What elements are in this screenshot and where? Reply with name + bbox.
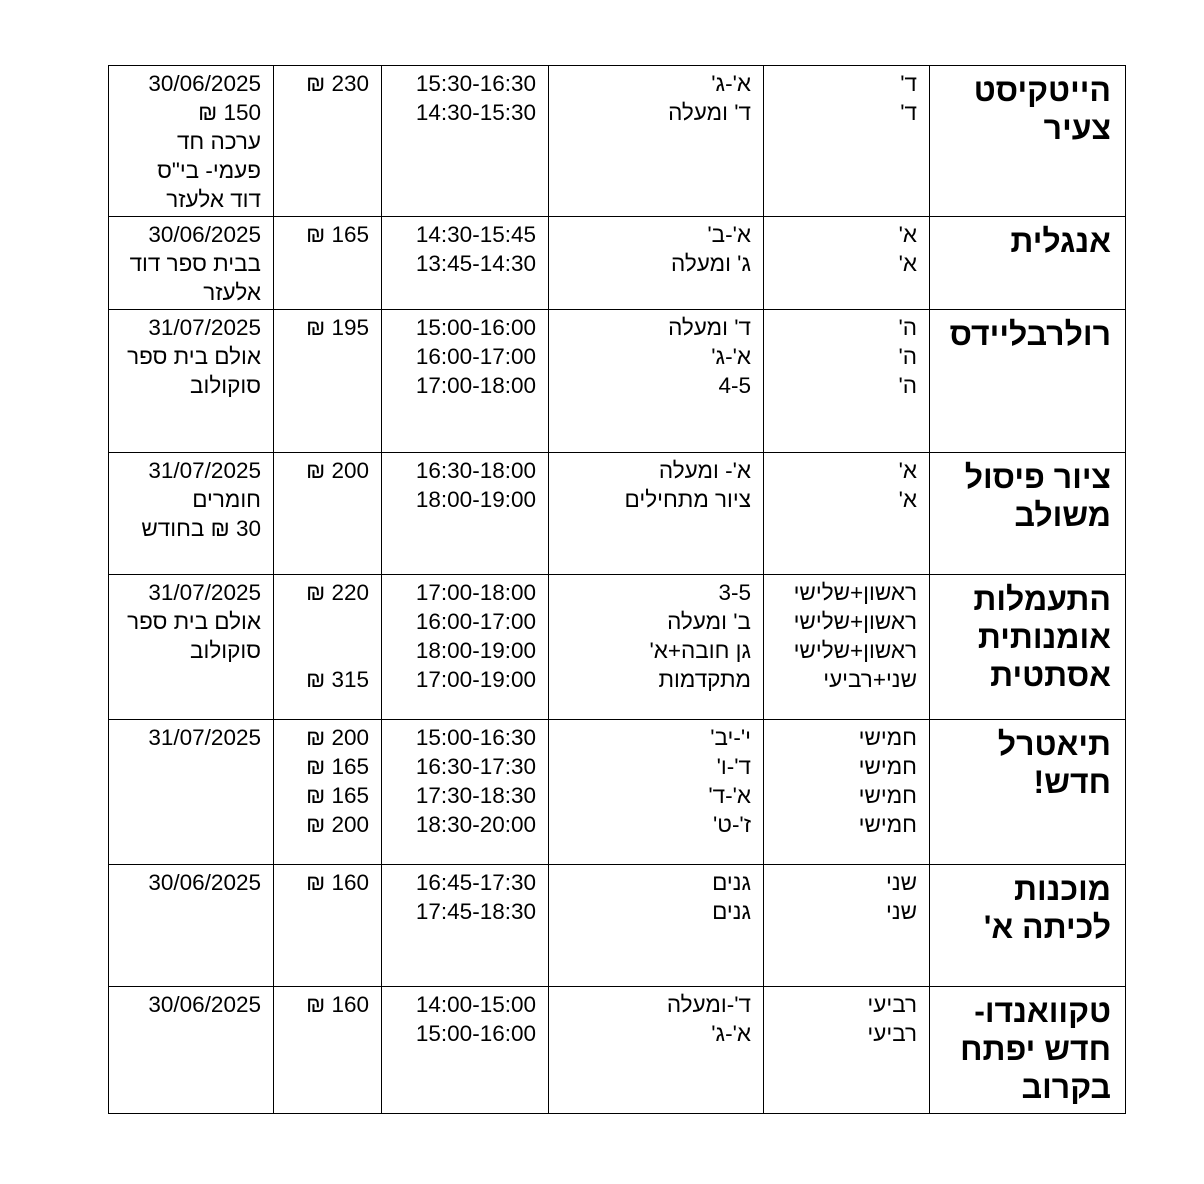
grades-line: א'-ג' [711,344,751,369]
times-cell [382,720,549,865]
times-line: 16:30-17:30 [415,754,536,779]
times-line: 16:00-17:00 [415,609,536,634]
activity-name-cell [930,865,1126,987]
times-line: 16:30-18:00 [415,458,536,483]
notes-line: 30/06/2025 [148,992,261,1017]
table-row [109,310,1126,453]
days-cell [764,987,930,1114]
times-line: 17:00-19:00 [415,667,536,692]
notes-cell [109,575,274,720]
notes-cell [109,987,274,1114]
activity-name-line: אסתטית [990,657,1111,693]
days-cell [764,310,930,453]
grades-line: גנים [712,899,751,924]
grades-line: גן חובה+א' [649,638,751,663]
prices-line: 195 ₪ [306,315,369,340]
activity-name-line: מוכנות [1013,871,1111,907]
notes-line: 31/07/2025 [148,458,261,483]
activity-name-line: חדש יפתח [960,1031,1111,1067]
activity-name-cell [930,720,1126,865]
notes-cell [109,310,274,453]
activity-name-cell [930,66,1126,217]
grades-line: א'-ב' [707,222,751,247]
activity-name-line: בקרוב [1021,1069,1111,1105]
days-line: ראשון+שלישי [793,609,917,634]
activity-name-cell [930,453,1126,575]
times-line: 17:45-18:30 [415,899,536,924]
days-line: א' [898,487,917,512]
grades-cell [549,720,764,865]
activity-name-line: התעמלות [973,581,1111,617]
days-cell [764,865,930,987]
activity-name-line: חדש! [1033,764,1111,800]
grades-cell [549,987,764,1114]
times-line: 13:45-14:30 [415,251,536,276]
grades-line: גנים [712,870,751,895]
days-line: שני [885,870,917,895]
notes-line: 30/06/2025 [148,71,261,96]
times-cell [382,217,549,310]
grades-line: ב' ומעלה [667,609,751,634]
notes-line: 150 ₪ [198,100,261,125]
times-line: 18:00-19:00 [415,638,536,663]
table-row [109,217,1126,310]
grades-line: א'-ד' [708,783,751,808]
table-body [109,66,1126,1114]
notes-line: 30 ₪ בחודש [141,516,261,541]
days-cell [764,66,930,217]
times-cell [382,987,549,1114]
notes-line: חומרים [192,487,261,512]
prices-line: 200 ₪ [306,458,369,483]
times-line: 14:30-15:30 [415,100,536,125]
times-line: 17:30-18:30 [415,783,536,808]
times-line: 17:00-18:00 [415,373,536,398]
activity-name-cell [930,310,1126,453]
times-line: 15:00-16:00 [415,315,536,340]
table-row [109,720,1126,865]
grades-line: מתקדמות [658,667,751,692]
activity-name-line: אנגלית [1010,223,1111,259]
prices-cell [274,987,382,1114]
table-row [109,66,1126,217]
activity-name-line: טקוואנדו- [974,993,1111,1029]
grades-line: ד' ומעלה [668,100,751,125]
table-row [109,987,1126,1114]
activity-name-cell [930,575,1126,720]
prices-line [286,636,369,665]
days-line: חמישי [858,725,917,750]
notes-cell [109,217,274,310]
prices-line: 200 ₪ [306,812,369,837]
prices-cell [274,310,382,453]
prices-line: 160 ₪ [306,992,369,1017]
times-cell [382,310,549,453]
grades-line: ג' ומעלה [671,251,751,276]
times-line: 15:30-16:30 [415,71,536,96]
classes-schedule-table [108,65,1126,1114]
grades-cell [549,217,764,310]
days-line: ראשון+שלישי [793,638,917,663]
activity-name-line: לכיתה א' [983,909,1111,945]
grades-line: ז'-ט' [712,812,751,837]
days-line: חמישי [858,783,917,808]
prices-cell [274,575,382,720]
days-line: רביעי [867,992,917,1017]
activity-name-line: אומנותית [977,619,1111,655]
grades-line: א'-ג' [711,71,751,96]
grades-line: א'-ג' [711,1021,751,1046]
days-line: א' [898,222,917,247]
days-line: ה' [898,373,917,398]
days-cell [764,217,930,310]
times-line: 15:00-16:00 [415,1021,536,1046]
grades-cell [549,453,764,575]
activity-name-line: משולב [1014,497,1111,533]
times-line: 14:30-15:45 [415,222,536,247]
days-cell [764,453,930,575]
prices-line: 230 ₪ [306,71,369,96]
prices-line: 165 ₪ [306,783,369,808]
activity-name-line: ציור פיסול [964,459,1111,495]
activity-name-line: תיאטרל [997,726,1111,762]
table-row [109,575,1126,720]
times-line: 18:00-19:00 [415,487,536,512]
times-cell [382,453,549,575]
grades-line: ד'-ומעלה [666,992,751,1017]
grades-cell [549,865,764,987]
prices-cell [274,865,382,987]
days-line: ה' [898,315,917,340]
prices-line: 160 ₪ [306,870,369,895]
grades-cell [549,310,764,453]
table-row [109,453,1126,575]
notes-cell [109,720,274,865]
notes-cell [109,66,274,217]
days-line: ד' [900,71,917,96]
days-line: ה' [898,344,917,369]
days-line: רביעי [867,1021,917,1046]
days-line: חמישי [858,754,917,779]
activity-name-line: רולרבליידס [949,316,1111,352]
activity-name-cell [930,217,1126,310]
grades-line: ד' ומעלה [668,315,751,340]
prices-cell [274,453,382,575]
notes-line: אולם בית ספר סוקולוב [127,344,261,398]
prices-line: 315 ₪ [306,667,369,692]
days-line: שני+רביעי [823,667,917,692]
notes-line: 30/06/2025 [148,870,261,895]
grades-line: 3-5 [718,580,751,605]
times-cell [382,865,549,987]
table-row [109,865,1126,987]
days-line: א' [898,458,917,483]
grades-line: ציור מתחילים [624,487,751,512]
prices-line: 220 ₪ [306,580,369,605]
prices-cell [274,66,382,217]
days-cell [764,720,930,865]
times-line: 16:00-17:00 [415,344,536,369]
grades-cell [549,575,764,720]
days-line: ד' [900,100,917,125]
days-line: ראשון+שלישי [793,580,917,605]
activity-name-line: צעיר [1043,110,1111,146]
grades-line: י'-יב' [710,725,751,750]
activity-name-line: הייטקיסט [973,72,1111,108]
notes-line: 31/07/2025 [148,580,261,605]
activity-name-cell [930,987,1126,1114]
notes-line: ערכה חד פעמי- בי"ס דוד אלעזר [157,129,261,212]
grades-line: ד'-ו' [716,754,751,779]
prices-line: 165 ₪ [306,754,369,779]
times-line: 18:30-20:00 [415,812,536,837]
prices-line: 165 ₪ [306,222,369,247]
prices-line: 200 ₪ [306,725,369,750]
days-line: חמישי [858,812,917,837]
days-cell [764,575,930,720]
notes-cell [109,453,274,575]
grades-cell [549,66,764,217]
times-line: 17:00-18:00 [415,580,536,605]
times-line: 14:00-15:00 [415,992,536,1017]
prices-cell [274,217,382,310]
grades-line: א'- ומעלה [658,458,751,483]
grades-line: 4-5 [718,373,751,398]
times-cell [382,66,549,217]
times-line: 15:00-16:30 [415,725,536,750]
times-cell [382,575,549,720]
notes-line: 31/07/2025 [148,315,261,340]
notes-line: 30/06/2025 [148,222,261,247]
times-line: 16:45-17:30 [415,870,536,895]
prices-cell [274,720,382,865]
days-line: א' [898,251,917,276]
notes-cell [109,865,274,987]
notes-line: אולם בית ספר סוקולוב [127,609,261,663]
notes-line: בבית ספר דוד אלעזר [129,251,261,305]
prices-line [286,607,369,636]
days-line: שני [885,899,917,924]
notes-line: 31/07/2025 [148,725,261,750]
